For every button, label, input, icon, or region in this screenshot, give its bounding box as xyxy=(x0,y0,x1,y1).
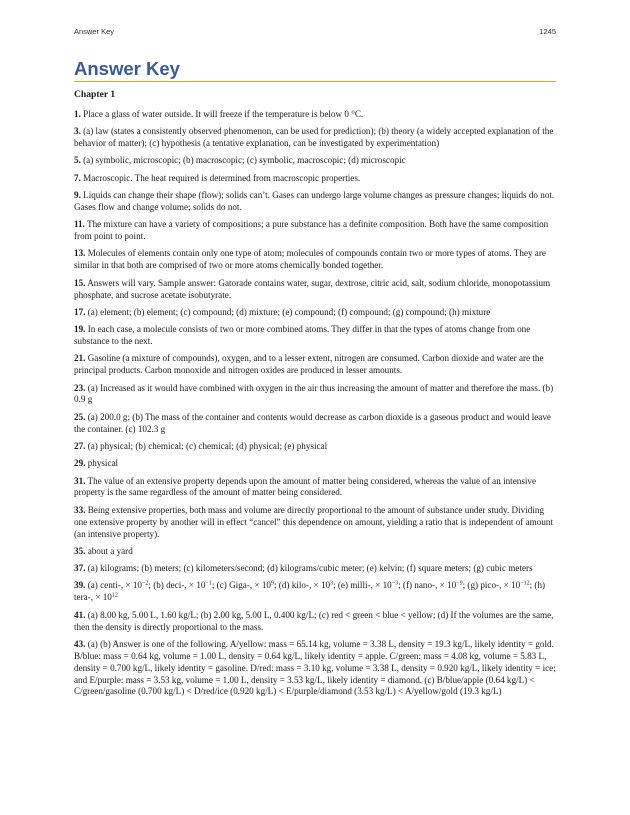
answer-text: physical xyxy=(87,458,119,469)
answer-number: 37. xyxy=(74,563,86,574)
exponent: 12 xyxy=(111,592,118,599)
answer-39 xyxy=(74,580,556,604)
answer-13 xyxy=(74,248,556,272)
answer-1 xyxy=(74,109,556,121)
answer-number: 43. xyxy=(74,638,86,649)
prefix-label: ; (h) tera-, × 10 xyxy=(74,580,546,603)
answer-text: (a) (b) Answer is one of the following. A/yellow: mass = 65.14 kg, volume = 3.38 L, density = 19.3 kg/L, likely identity = gold. B/blue: mass = 0.64 kg, volume = 1.00 L, density = 0.64 kg/L, likely identity = apple. C/green: mass = 4.08 kg, volume = 5.83 L, density = 0.700 kg/L, likely identity = gasoline. D/red: mass = 3.10 kg, volume = 3.38 L, density = 0.920 kg/L, likely identity = ice; and E/purple: mass = 3.53 kg, volume = 1.00 L, density = 3.53 kg/L, likely identity = diamond. (c) B/blue/apple (0.64 kg/L) < C/green/gasoline (0.700 kg/L) < D/red/ice (0.920 kg/L) < E/purple/diamond (3.53 kg/L) < A/yellow/gold (19.3 kg/L) xyxy=(74,638,556,697)
answer-31 xyxy=(74,476,556,500)
answer-43 xyxy=(74,639,556,699)
answer-35 xyxy=(74,546,556,558)
answer-text: Answers will vary. Sample answer: Gatorade contains water, sugar, dextrose, citric acid, salt, sodium chloride, monopotassium phosphate, and sucrose acetate isobutyrate. xyxy=(74,277,551,300)
answer-text: (a) 8.00 kg, 5.00 L, 1.60 kg/L; (b) 2.00 kg, 5.00 L, 0.400 kg/L; (c) red < green < blue < yellow; (d) If the volumes are the same, then the density is directly proportional to the mass. xyxy=(74,609,554,632)
answer-number: 5. xyxy=(74,155,81,166)
answer-17 xyxy=(74,307,556,319)
answer-text: In each case, a molecule consists of two or more combined atoms. They differ in that the types of atoms change from one substance to the next. xyxy=(74,324,531,347)
exponent: −2 xyxy=(141,580,149,587)
header-title: Answer Key xyxy=(74,27,115,36)
answer-number: 41. xyxy=(74,609,86,620)
answer-number: 35. xyxy=(74,545,86,556)
answer-number: 15. xyxy=(74,277,86,288)
exponent: −1 xyxy=(205,580,212,587)
prefix-label: ; (e) milli-, × 10 xyxy=(333,580,392,591)
answer-text: (a) element; (b) element; (c) compound; (d) mixture; (e) compound; (f) compound; (g) compound; (h) mixture xyxy=(87,306,491,317)
answer-number: 9. xyxy=(74,190,81,200)
prefix-label: ; (b) deci-, × 10 xyxy=(148,580,206,591)
answer-text: about a yard xyxy=(87,545,133,556)
running-header xyxy=(74,27,556,36)
answer-number: 33. xyxy=(74,504,86,515)
answer-text: (a) physical; (b) chemical; (c) chemical; (d) physical; (e) physical xyxy=(87,440,328,451)
answer-number: 39. xyxy=(74,580,86,591)
exponent: 3 xyxy=(330,580,334,587)
answer-text: Molecules of elements contain only one type of atom; molecules of compounds contain two or more types of atoms. They are similar in that both are comprised of two or more atoms chemically bonded together. xyxy=(74,248,546,271)
answer-number: 21. xyxy=(74,353,86,364)
answer-number: 29. xyxy=(74,458,86,469)
answer-number: 25. xyxy=(74,411,86,422)
exponent: −3 xyxy=(391,580,399,587)
answer-23 xyxy=(74,383,556,407)
answer-7 xyxy=(74,173,556,185)
answer-number: 11. xyxy=(74,219,85,230)
answer-number: 1. xyxy=(74,108,81,119)
answer-9 xyxy=(74,190,556,214)
prefix-label: ; (d) kilo-, × 10 xyxy=(273,580,331,591)
answer-33 xyxy=(74,505,556,541)
exponent: −12 xyxy=(520,580,530,587)
answer-text: Being extensive properties, both mass and volume are directly proportional to the amount of substance under study. Dividing one extensive property by another will in effect “cancel” this dependence on amount, yielding a ratio that is independent of amount (an intensive property). xyxy=(74,504,553,539)
answer-25 xyxy=(74,412,556,436)
prefix-label: (a) centi-, × 10 xyxy=(87,580,142,591)
answer-19 xyxy=(74,324,556,348)
answer-11 xyxy=(74,219,556,243)
answer-list xyxy=(74,89,556,704)
answer-text: Gasoline (a mixture of compounds), oxygen, and to a lesser extent, nitrogen are consumed. Carbon dioxide and water are the principal products. Carbon monoxide and nitrogen oxides are produced in lesser amounts. xyxy=(74,353,544,376)
answer-text: Liquids can change their shape (flow); solids can’t. Gases can undergo large volume changes as pressure changes; liquids do not. Gases flow and change volume; solids do not. xyxy=(74,190,555,212)
answer-27 xyxy=(74,441,556,453)
answer-15 xyxy=(74,278,556,302)
answer-3 xyxy=(74,126,556,150)
answer-21 xyxy=(74,353,556,377)
prefix-label: ; (f) nano-, × 10 xyxy=(398,580,457,591)
answer-number: 27. xyxy=(74,440,86,451)
exponent: −9 xyxy=(456,580,463,587)
answer-text: The value of an extensive property depends upon the amount of matter being considered, whereas the value of an intensive property is the same regardless of the amount of matter being considered. xyxy=(74,475,537,498)
answer-text: The mixture can have a variety of compositions; a pure substance has a definite composition. Both have the same composition from point to point. xyxy=(74,219,549,242)
answer-number: 3. xyxy=(74,126,81,137)
answer-text xyxy=(74,580,545,602)
answer-text: (a) law (states a consistently observed phenomenon, can be used for prediction); (b) theory (a widely accepted explanation of the behavior of matter); (c) hypothesis (a tentative explanation, can be investigated by experimentation) xyxy=(74,126,554,149)
answer-5 xyxy=(74,155,556,167)
answer-text: (a) symbolic, microscopic; (b) macroscopic; (c) symbolic, macroscopic; (d) microscopic xyxy=(83,155,406,166)
answer-number: 23. xyxy=(74,382,86,393)
answer-text: (a) 200.0 g; (b) The mass of the container and contents would decrease as carbon dioxide is a gaseous product and would leave the container. (c) 102.3 g xyxy=(74,411,551,434)
page-number: 1245 xyxy=(539,27,556,36)
answer-29 xyxy=(74,458,556,470)
page-title: Answer Key xyxy=(74,58,556,82)
prefix-label: ; (c) Giga-, × 10 xyxy=(211,580,271,591)
answer-41 xyxy=(74,610,556,634)
answer-number: 17. xyxy=(74,306,86,317)
prefix-label: ; (g) pico-, × 10 xyxy=(462,580,521,591)
answer-text: Place a glass of water outside. It will freeze if the temperature is below 0 °C. xyxy=(83,108,364,119)
answer-text: Macroscopic. The heat required is determined from macroscopic properties. xyxy=(83,172,361,183)
answer-number: 31. xyxy=(74,475,86,486)
answer-number: 7. xyxy=(74,172,81,183)
answer-number: 19. xyxy=(74,324,86,335)
chapter-heading: Chapter 1 xyxy=(74,89,116,100)
answer-number: 13. xyxy=(74,248,86,259)
answer-text: (a) Increased as it would have combined with oxygen in the air thus increasing the amount of matter and therefore the mass. (b) 0.9 g xyxy=(74,382,554,405)
answer-text: (a) kilograms; (b) meters; (c) kilometers/second; (d) kilograms/cubic meter; (e) kelvin; (f) square meters; (g) cubic meters xyxy=(87,563,533,574)
exponent: 9 xyxy=(270,580,274,587)
answer-37 xyxy=(74,563,556,575)
